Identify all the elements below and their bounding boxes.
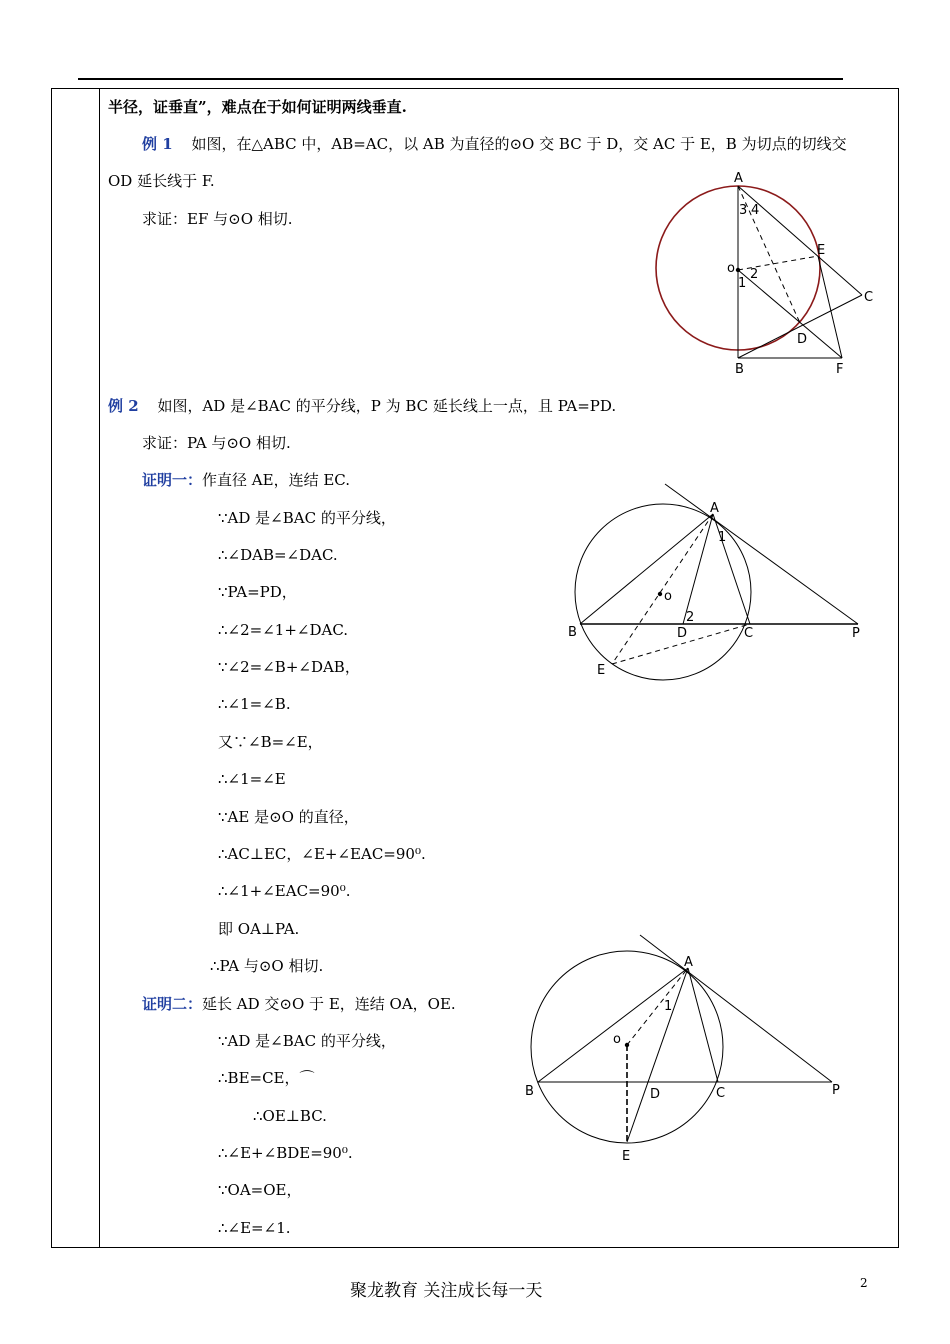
proof1-step: ∴∠2=∠1+∠DAC.	[218, 621, 349, 639]
example1-prove: 求证：EF 与⊙O 相切.	[142, 210, 293, 228]
point-label: E	[622, 1149, 631, 1164]
proof1-step: 即 OA⊥PA.	[218, 920, 300, 938]
proof2-step: ∴∠E+∠BDE=90⁰.	[218, 1144, 353, 1162]
point-label: A	[710, 501, 719, 516]
point-label: E	[817, 243, 826, 258]
example1-line2: OD 延长线于 F.	[108, 172, 215, 190]
example2-label: 例 2	[108, 397, 139, 415]
figure-2	[560, 478, 880, 688]
proof2-step: ∵OA=OE，	[218, 1181, 302, 1199]
proof1-step: ∴∠1=∠E	[218, 770, 286, 788]
proof1-conclusion: ∴PA 与⊙O 相切.	[210, 957, 324, 975]
proof1-step: ∴AC⊥EC，∠E+∠EAC=90⁰.	[218, 845, 426, 863]
point-label: C	[744, 626, 754, 641]
point-label: A	[684, 955, 693, 970]
point-label: C	[716, 1086, 726, 1101]
figure-3	[520, 930, 850, 1165]
proof2-first: 延长 AD 交⊙O 于 E，连结 OA，OE.	[202, 995, 456, 1013]
point-label: 3	[739, 203, 748, 218]
point-label: o	[613, 1032, 621, 1047]
point-label: D	[797, 332, 808, 347]
proof2-step: ∵AD 是∠BAC 的平分线，	[218, 1032, 396, 1050]
intro-text: 半径，证垂直”，难点在于如何证明两线垂直.	[108, 98, 407, 116]
proof2-step: ∴BE=CE，⌒	[218, 1069, 315, 1087]
proof1-step: ∵∠2=∠B+∠DAB，	[218, 658, 360, 676]
proof2-step: ∴OE⊥BC.	[253, 1107, 327, 1125]
example1-line1	[142, 134, 847, 154]
proof2-first-line	[142, 994, 456, 1014]
page-number: 2	[860, 1276, 868, 1290]
proof1-step: ∴∠1=∠B.	[218, 695, 291, 713]
point-label: D	[650, 1087, 661, 1102]
proof1-step: ∵PA=PD，	[218, 583, 297, 601]
point-label: 1	[738, 276, 747, 291]
page-footer: 聚龙教育 关注成长每一天	[350, 1281, 543, 1301]
proof1-label: 证明一：	[142, 471, 203, 489]
proof1-step: ∵AD 是∠BAC 的平分线，	[218, 509, 396, 527]
figure-1	[650, 170, 890, 380]
proof1-step: ∴∠DAB=∠DAC.	[218, 546, 338, 564]
point-label: B	[735, 362, 744, 377]
proof1-step: ∵AE 是⊙O 的直径，	[218, 808, 359, 826]
header-rule	[78, 78, 843, 80]
example2-prove: 求证：PA 与⊙O 相切.	[142, 434, 291, 452]
example2-text: 如图，AD 是∠BAC 的平分线，P 为 BC 延长线上一点，且 PA=PD.	[157, 397, 617, 415]
proof1-first: 作直径 AE，连结 EC.	[202, 471, 350, 489]
point-label: o	[727, 261, 735, 276]
point-label: A	[734, 171, 743, 186]
proof2-step: ∴∠E=∠1.	[218, 1219, 291, 1237]
point-label: 4	[751, 203, 760, 218]
example1-label: 例 1	[142, 135, 173, 153]
proof1-step: ∴∠1+∠EAC=90⁰.	[218, 882, 351, 900]
point-label: 2	[686, 610, 695, 625]
point-label: 1	[718, 530, 727, 545]
point-label: E	[597, 663, 606, 678]
point-label: D	[677, 626, 688, 641]
point-label: B	[525, 1084, 534, 1099]
table-column-divider	[99, 89, 100, 1247]
point-label: B	[568, 625, 577, 640]
proof1-first-line	[142, 470, 350, 490]
point-label: F	[836, 362, 844, 377]
point-label: P	[832, 1083, 840, 1098]
point-label: P	[852, 626, 860, 641]
proof1-step: 又∵∠B=∠E，	[218, 733, 323, 751]
point-label: C	[864, 290, 874, 305]
point-label: 1	[664, 999, 673, 1014]
point-label: o	[664, 589, 672, 604]
example1-text: 如图，在△ABC 中，AB=AC，以 AB 为直径的⊙O 交 BC 于 D，交 AC 于 E，B 为切点的切线交	[191, 135, 847, 153]
example2-line1	[108, 396, 616, 416]
point-label: 2	[750, 267, 759, 282]
proof2-label: 证明二：	[142, 995, 203, 1013]
